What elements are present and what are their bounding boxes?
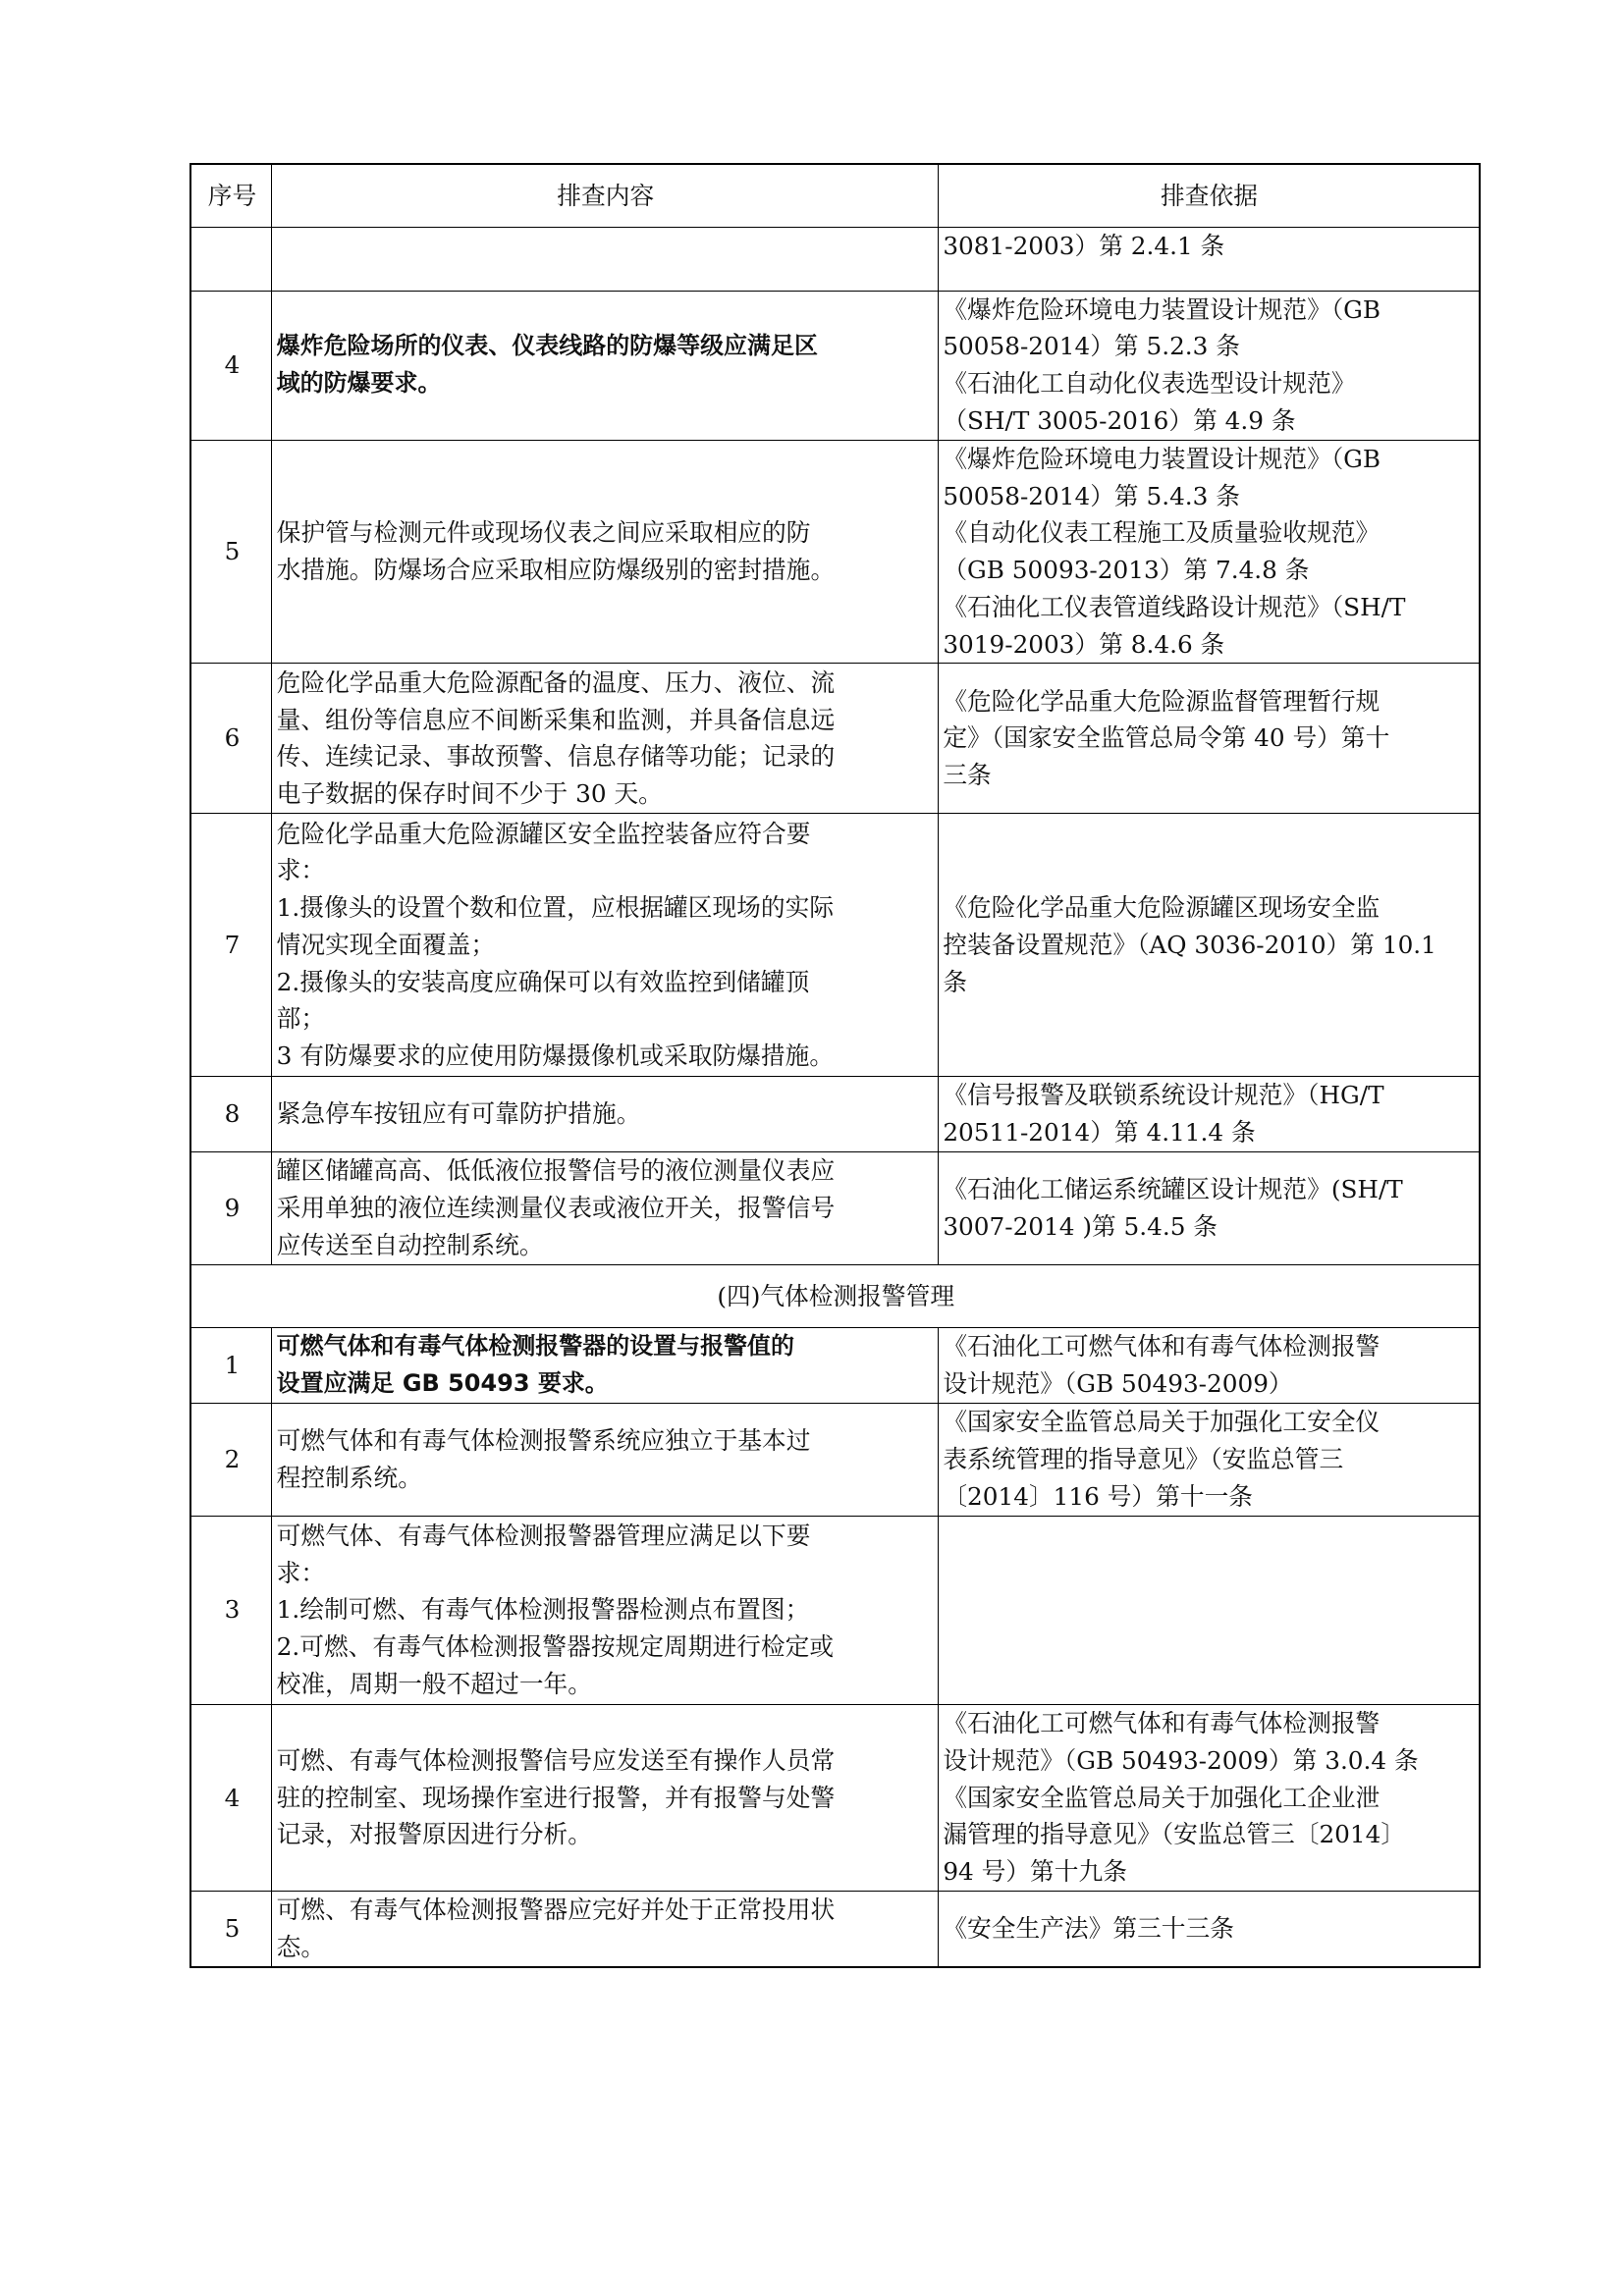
basis-line: 三条 bbox=[943, 761, 992, 790]
row-basis bbox=[938, 814, 1479, 1077]
table-row bbox=[190, 440, 1479, 664]
table-row bbox=[190, 1151, 1479, 1264]
content-line: 采用单独的液位连续测量仪表或液位开关，报警信号 bbox=[276, 1194, 836, 1223]
content-line: 量、组份等信息应不间断采集和监测，并具备信息远 bbox=[276, 705, 836, 734]
content-line: 保护管与检测元件或现场仪表之间应采取相应的防 bbox=[276, 518, 811, 548]
table-row bbox=[190, 1077, 1479, 1152]
content-line: 态。 bbox=[276, 1933, 326, 1962]
basis-line: 《石油化工储运系统罐区设计规范》(SH/T bbox=[943, 1175, 1403, 1204]
content-line: 部； bbox=[276, 1004, 326, 1034]
basis-line: 3081-2003）第 2.4.1 条 bbox=[943, 232, 1225, 261]
table-row bbox=[190, 1328, 1479, 1404]
section-title: (四)气体检测报警管理 bbox=[190, 1265, 1479, 1328]
content-line: 记录，对报警原因进行分析。 bbox=[276, 1820, 592, 1849]
row-content bbox=[272, 1403, 939, 1516]
row-content bbox=[272, 664, 939, 814]
basis-line: 3007-2014 )第 5.4.5 条 bbox=[943, 1212, 1218, 1242]
basis-line: （SH/T 3005-2016）第 4.9 条 bbox=[943, 405, 1296, 435]
row-no: 9 bbox=[190, 1151, 271, 1264]
basis-line: 漏管理的指导意见》（安监总管三〔2014〕 bbox=[943, 1820, 1406, 1849]
row-no: 3 bbox=[190, 1516, 271, 1704]
content-line: 传、连续记录、事故预警、信息存储等功能；记录的 bbox=[276, 742, 836, 772]
content-line: 可燃气体和有毒气体检测报警器的设置与报警值的 bbox=[276, 1332, 794, 1361]
content-line: 水措施。防爆场合应采取相应防爆级别的密封措施。 bbox=[276, 556, 836, 584]
row-content bbox=[272, 228, 939, 291]
table-row bbox=[190, 1892, 1479, 1968]
header-no: 序号 bbox=[190, 164, 271, 227]
row-content bbox=[272, 1151, 939, 1264]
content-line: 2.摄像头的安装高度应确保可以有效监控到储罐顶 bbox=[276, 967, 810, 996]
row-content bbox=[272, 440, 939, 664]
content-line: 紧急停车按钮应有可靠防护措施。 bbox=[276, 1099, 641, 1129]
content-line: 可燃、有毒气体检测报警器应完好并处于正常投用状 bbox=[276, 1896, 836, 1925]
content-line: 危险化学品重大危险源配备的温度、压力、液位、流 bbox=[276, 667, 836, 697]
table-row bbox=[190, 814, 1479, 1077]
content-line: 危险化学品重大危险源罐区安全监控装备应符合要 bbox=[276, 819, 811, 848]
basis-line: 20511-2014）第 4.11.4 条 bbox=[943, 1118, 1256, 1148]
header-content: 排查内容 bbox=[272, 164, 939, 227]
basis-line: 50058-2014）第 5.4.3 条 bbox=[943, 481, 1240, 510]
basis-line: 50058-2014）第 5.2.3 条 bbox=[943, 332, 1240, 361]
row-basis bbox=[938, 1704, 1479, 1891]
row-basis bbox=[938, 1403, 1479, 1516]
content-line: 程控制系统。 bbox=[276, 1463, 422, 1492]
content-line: 设置应满足 GB 50493 要求。 bbox=[276, 1368, 609, 1397]
basis-line: 表系统管理的指导意见》（安监总管三 bbox=[943, 1444, 1344, 1473]
content-line: 1.绘制可燃、有毒气体检测报警器检测点布置图； bbox=[276, 1595, 810, 1625]
content-line: 3 有防爆要求的应使用防爆摄像机或采取防爆措施。 bbox=[276, 1041, 835, 1071]
basis-line: 设计规范》（GB 50493-2009）第 3.0.4 条 bbox=[943, 1745, 1419, 1775]
row-basis bbox=[938, 291, 1479, 440]
basis-line: （GB 50093-2013）第 7.4.8 条 bbox=[943, 556, 1310, 584]
content-line: 可燃气体、有毒气体检测报警器管理应满足以下要 bbox=[276, 1521, 811, 1550]
header-basis: 排查依据 bbox=[938, 164, 1479, 227]
basis-line: 《石油化工可燃气体和有毒气体检测报警 bbox=[943, 1332, 1380, 1362]
row-content bbox=[272, 1328, 939, 1404]
inspection-table bbox=[189, 163, 1480, 1968]
row-content bbox=[272, 1704, 939, 1891]
content-line: 应传送至自动控制系统。 bbox=[276, 1230, 544, 1259]
row-no bbox=[190, 228, 271, 291]
content-line: 驻的控制室、现场操作室进行报警，并有报警与处警 bbox=[276, 1783, 836, 1812]
basis-line: 《危险化学品重大危险源监督管理暂行规 bbox=[943, 686, 1380, 716]
content-line: 可燃气体和有毒气体检测报警系统应独立于基本过 bbox=[276, 1426, 811, 1456]
basis-line: 〔2014〕116 号）第十一条 bbox=[943, 1481, 1254, 1511]
row-no: 8 bbox=[190, 1077, 271, 1152]
row-no: 2 bbox=[190, 1403, 271, 1516]
row-no: 5 bbox=[190, 440, 271, 664]
basis-line: 94 号）第十九条 bbox=[943, 1857, 1127, 1886]
content-line: 求： bbox=[276, 1558, 326, 1587]
basis-line: 《国家安全监管总局关于加强化工企业泄 bbox=[943, 1783, 1380, 1812]
row-no: 5 bbox=[190, 1892, 271, 1968]
basis-line: 《国家安全监管总局关于加强化工安全仪 bbox=[943, 1408, 1380, 1437]
table-row bbox=[190, 1403, 1479, 1516]
row-content bbox=[272, 1516, 939, 1704]
section-row bbox=[190, 1265, 1479, 1328]
table-row bbox=[190, 664, 1479, 814]
table-row bbox=[190, 1704, 1479, 1891]
basis-line: 《石油化工仪表管道线路设计规范》（SH/T bbox=[943, 592, 1406, 621]
content-line: 2.可燃、有毒气体检测报警器按规定周期进行检定或 bbox=[276, 1632, 835, 1662]
basis-line: 《爆炸危险环境电力装置设计规范》（GB bbox=[943, 294, 1381, 324]
row-content bbox=[272, 291, 939, 440]
row-no: 1 bbox=[190, 1328, 271, 1404]
table-row bbox=[190, 291, 1479, 440]
row-no: 4 bbox=[190, 1704, 271, 1891]
row-content bbox=[272, 1077, 939, 1152]
row-basis bbox=[938, 664, 1479, 814]
content-line: 校准，周期一般不超过一年。 bbox=[276, 1669, 592, 1698]
row-basis bbox=[938, 1151, 1479, 1264]
row-basis bbox=[938, 1328, 1479, 1404]
content-line: 爆炸危险场所的仪表、仪表线路的防爆等级应满足区 bbox=[276, 332, 818, 360]
content-line: 可燃、有毒气体检测报警信号应发送至有操作人员常 bbox=[276, 1745, 836, 1775]
basis-line: 《石油化工可燃气体和有毒气体检测报警 bbox=[943, 1709, 1380, 1737]
basis-line: 《信号报警及联锁系统设计规范》（HG/T bbox=[943, 1081, 1384, 1110]
content-line: 罐区储罐高高、低低液位报警信号的液位测量仪表应 bbox=[276, 1156, 836, 1186]
basis-line: 设计规范》（GB 50493-2009） bbox=[943, 1368, 1293, 1398]
row-basis bbox=[938, 1892, 1479, 1968]
table-header-row bbox=[190, 164, 1479, 227]
basis-line: 控装备设置规范》（AQ 3036-2010）第 10.1 bbox=[943, 930, 1436, 959]
row-basis bbox=[938, 440, 1479, 664]
row-no: 7 bbox=[190, 814, 271, 1077]
basis-line: 《爆炸危险环境电力装置设计规范》（GB bbox=[943, 444, 1381, 473]
basis-line: 《自动化仪表工程施工及质量验收规范》 bbox=[943, 518, 1380, 548]
row-basis bbox=[938, 1077, 1479, 1152]
content-line: 求： bbox=[276, 856, 326, 885]
table-row bbox=[190, 1516, 1479, 1704]
content-line: 域的防爆要求。 bbox=[276, 369, 442, 398]
row-content bbox=[272, 814, 939, 1077]
basis-line: 3019-2003）第 8.4.6 条 bbox=[943, 629, 1225, 659]
basis-line: 条 bbox=[943, 967, 968, 996]
basis-line: 《安全生产法》第三十三条 bbox=[943, 1914, 1234, 1944]
basis-line: 《危险化学品重大危险源罐区现场安全监 bbox=[943, 893, 1380, 923]
row-basis bbox=[938, 228, 1479, 291]
row-content bbox=[272, 1892, 939, 1968]
table-row bbox=[190, 228, 1479, 291]
row-basis bbox=[938, 1516, 1479, 1704]
row-no: 4 bbox=[190, 291, 271, 440]
row-no: 6 bbox=[190, 664, 271, 814]
content-line: 1.摄像头的设置个数和位置，应根据罐区现场的实际 bbox=[276, 893, 835, 923]
content-line: 情况实现全面覆盖； bbox=[276, 930, 496, 959]
content-line: 电子数据的保存时间不少于 30 天。 bbox=[276, 779, 663, 809]
basis-line: 《石油化工自动化仪表选型设计规范》 bbox=[943, 369, 1356, 399]
basis-line: 定》（国家安全监管总局令第 40 号）第十 bbox=[943, 723, 1390, 753]
